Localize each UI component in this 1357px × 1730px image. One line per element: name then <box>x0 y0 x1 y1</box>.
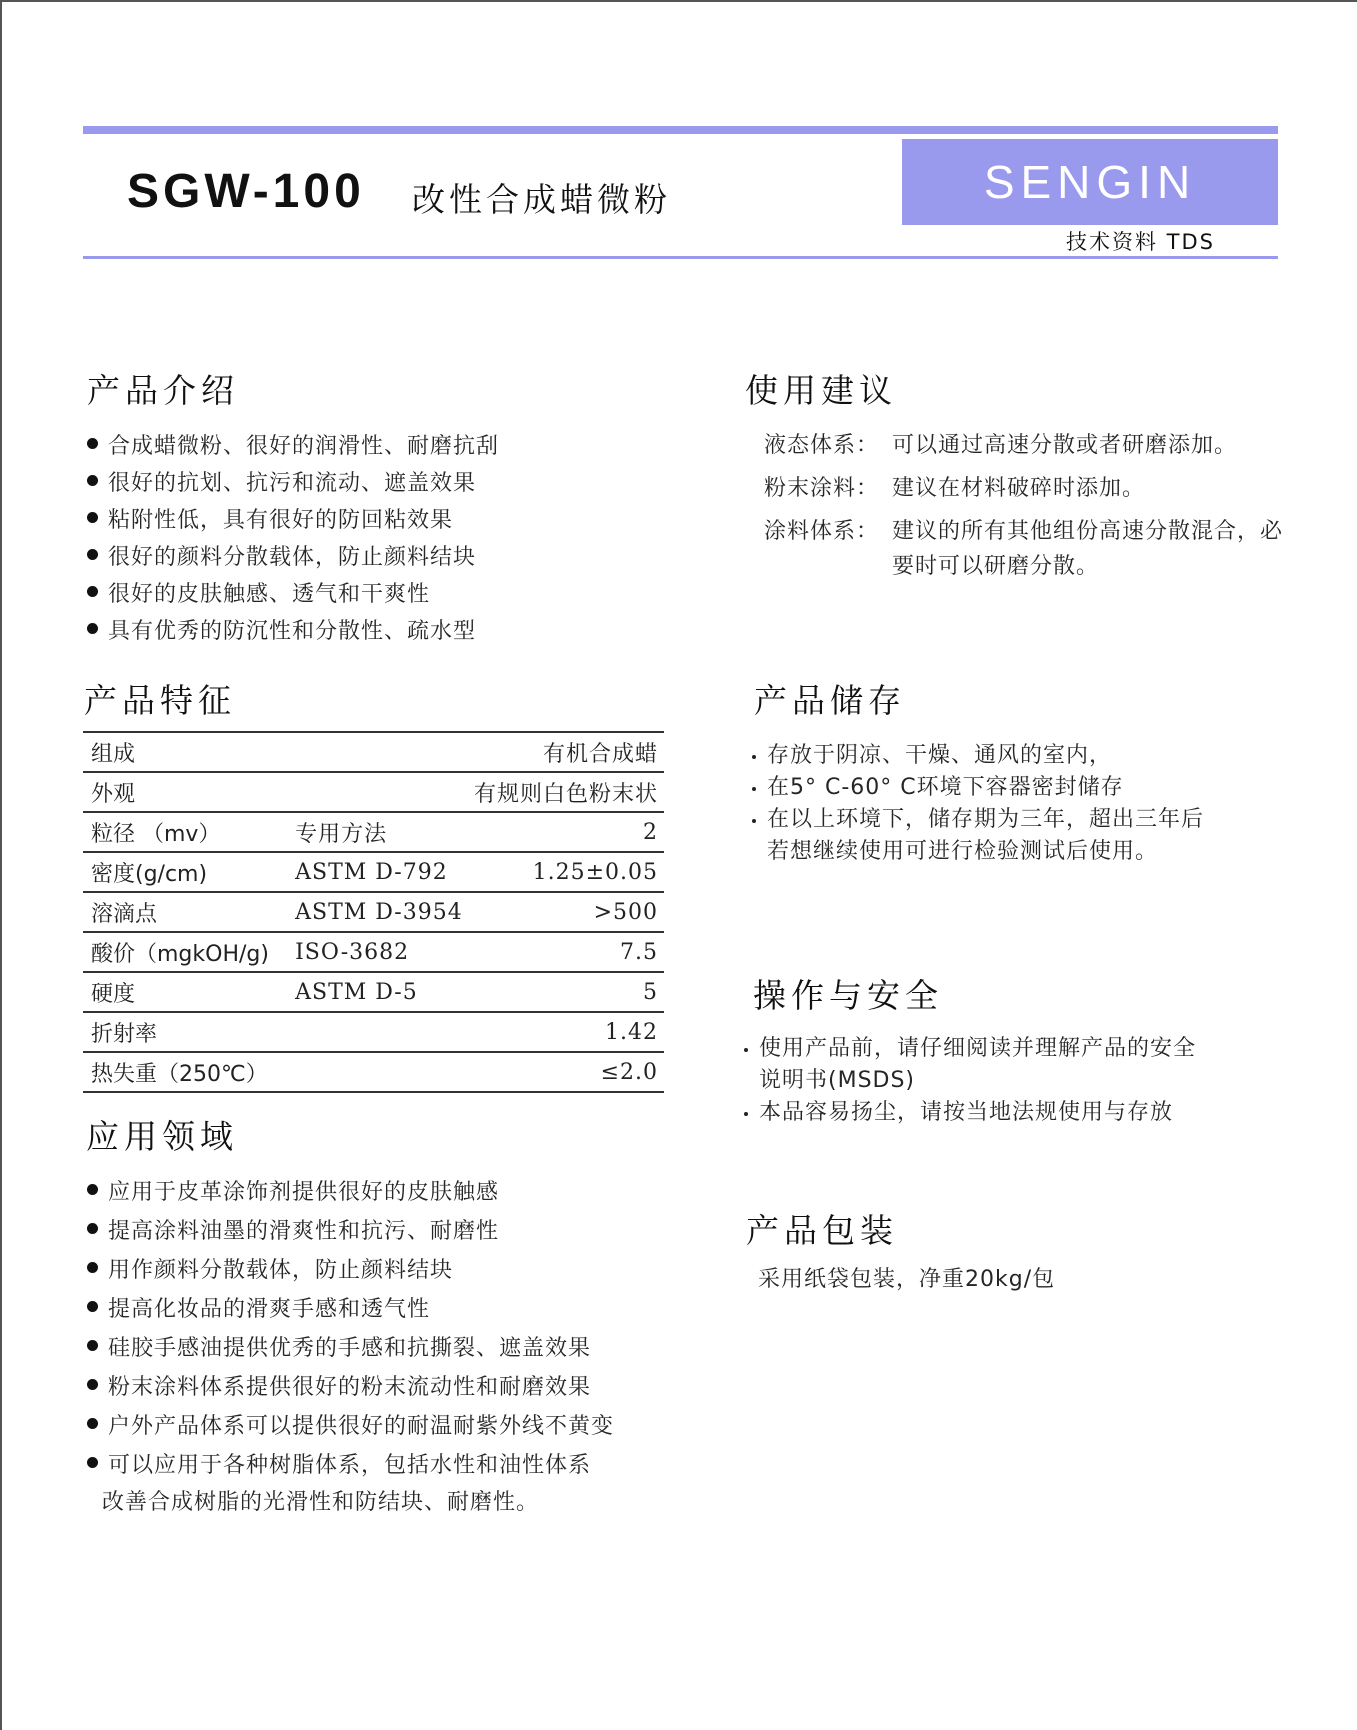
page-border-left <box>0 0 2 1730</box>
applications-title: 应用领域 <box>86 1117 238 1156</box>
list-item-continuation: 若想继续使用可进行检验测试后使用。 <box>767 839 1159 864</box>
table-row <box>83 972 664 1012</box>
spec-method <box>295 732 474 772</box>
usage-text: 可以通过高速分散或者研磨添加。 <box>892 433 1238 458</box>
storage-title: 产品储存 <box>754 681 906 720</box>
list-item: 在5° C-60° C环境下容器密封储存 <box>751 772 1204 804</box>
spec-method <box>295 772 474 812</box>
list-item <box>751 804 1204 868</box>
spec-method: 专用方法 <box>295 812 474 852</box>
packaging-title: 产品包装 <box>746 1211 898 1250</box>
spec-value: 7.5 <box>474 932 664 972</box>
page-border-top <box>0 0 1357 2</box>
list-item: 粘附性低，具有很好的防回粘效果 <box>86 503 499 540</box>
list-item <box>86 1448 614 1516</box>
list-item: 用作颜料分散载体，防止颜料结块 <box>86 1253 614 1292</box>
list-item <box>743 1033 1196 1097</box>
spec-name: 硬度 <box>83 972 295 1012</box>
usage-label: 粉末涂料： <box>764 476 880 501</box>
spec-value: 5 <box>474 972 664 1012</box>
list-item: 很好的抗划、抗污和流动、遮盖效果 <box>86 466 499 503</box>
spec-method <box>295 1012 474 1052</box>
list-item-line: 在以上环境下，储存期为三年，超出三年后 <box>767 807 1205 832</box>
spec-name: 酸价（mgkOH/g) <box>83 932 295 972</box>
product-model: SGW-100 <box>127 165 365 218</box>
list-item: 具有优秀的防沉性和分散性、疏水型 <box>86 614 499 651</box>
spec-name: 外观 <box>83 772 295 812</box>
brand-name: SENGIN <box>983 156 1197 208</box>
list-item: 粉末涂料体系提供很好的粉末流动性和耐磨效果 <box>86 1370 614 1409</box>
intro-list <box>86 429 499 651</box>
spec-value: 1.25±0.05 <box>474 852 664 892</box>
list-item: 户外产品体系可以提供很好的耐温耐紫外线不黄变 <box>86 1409 614 1448</box>
spec-name: 溶滴点 <box>83 892 295 932</box>
table-row <box>83 932 664 972</box>
applications-list <box>86 1175 614 1516</box>
spec-name: 组成 <box>83 732 295 772</box>
features-title: 产品特征 <box>84 681 236 720</box>
list-item: 很好的皮肤触感、透气和干爽性 <box>86 577 499 614</box>
usage-label: 液态体系： <box>764 433 880 458</box>
spec-value: 有机合成蜡 <box>474 732 664 772</box>
spec-name: 密度(g/cm) <box>83 852 295 892</box>
list-item: 硅胶手感油提供优秀的手感和抗撕裂、遮盖效果 <box>86 1331 614 1370</box>
list-item: 提高涂料油墨的滑爽性和抗污、耐磨性 <box>86 1214 614 1253</box>
spec-method: ISO-3682 <box>295 932 474 972</box>
usage-row <box>764 514 1284 584</box>
list-item: 存放于阴凉、干燥、通风的室内， <box>751 740 1204 772</box>
usage-list <box>764 428 1304 601</box>
usage-text: 建议在材料破碎时添加。 <box>892 476 1146 501</box>
usage-row <box>764 428 1304 463</box>
table-row <box>83 732 664 772</box>
list-item: 应用于皮革涂饰剂提供很好的皮肤触感 <box>86 1175 614 1214</box>
table-row <box>83 772 664 812</box>
list-item-line: 可以应用于各种树脂体系，包括水性和油性体系 <box>108 1453 592 1478</box>
list-item: 本品容易扬尘，请按当地法规使用与存放 <box>743 1097 1196 1129</box>
features-table <box>83 731 664 1093</box>
brand-logo <box>902 139 1278 225</box>
spec-value: 2 <box>474 812 664 852</box>
spec-value: ≤2.0 <box>474 1052 664 1092</box>
list-item-continuation: 说明书(MSDS) <box>759 1068 916 1093</box>
packaging-text: 采用纸袋包装，净重20kg/包 <box>758 1267 1056 1292</box>
list-item: 合成蜡微粉、很好的润滑性、耐磨抗刮 <box>86 429 499 466</box>
list-item: 很好的颜料分散载体，防止颜料结块 <box>86 540 499 577</box>
spec-method: ASTM D-3954 <box>295 892 474 932</box>
usage-label: 涂料体系： <box>764 519 880 544</box>
spec-method <box>295 1052 474 1092</box>
spec-method: ASTM D-5 <box>295 972 474 1012</box>
list-item: 提高化妆品的滑爽手感和透气性 <box>86 1292 614 1331</box>
usage-title: 使用建议 <box>745 371 897 410</box>
spec-name: 折射率 <box>83 1012 295 1052</box>
usage-row <box>764 471 1304 506</box>
list-item-line: 使用产品前，请仔细阅读并理解产品的安全 <box>759 1036 1197 1061</box>
usage-text: 建议的所有其他组份高速分散混合，必要时可以研磨分散。 <box>892 519 1284 579</box>
safety-list <box>743 1033 1196 1129</box>
product-name: 改性合成蜡微粉 <box>412 180 671 219</box>
table-row <box>83 1012 664 1052</box>
storage-list <box>751 740 1204 868</box>
spec-value: 1.42 <box>474 1012 664 1052</box>
header-bottom-rule <box>83 256 1278 259</box>
intro-title: 产品介绍 <box>87 371 239 410</box>
safety-title: 操作与安全 <box>753 976 943 1015</box>
spec-value: 有规则白色粉末状 <box>474 772 664 812</box>
header-top-rule <box>83 126 1278 134</box>
spec-value: >500 <box>474 892 664 932</box>
document-type: 技术资料 TDS <box>1066 230 1216 254</box>
spec-name: 热失重（250℃） <box>83 1052 295 1092</box>
table-row <box>83 1052 664 1092</box>
list-item-continuation: 改善合成树脂的光滑性和防结块、耐磨性。 <box>102 1490 540 1515</box>
table-row <box>83 852 664 892</box>
spec-method: ASTM D-792 <box>295 852 474 892</box>
table-row <box>83 812 664 852</box>
spec-name: 粒径 （mv） <box>83 812 295 852</box>
table-row <box>83 892 664 932</box>
